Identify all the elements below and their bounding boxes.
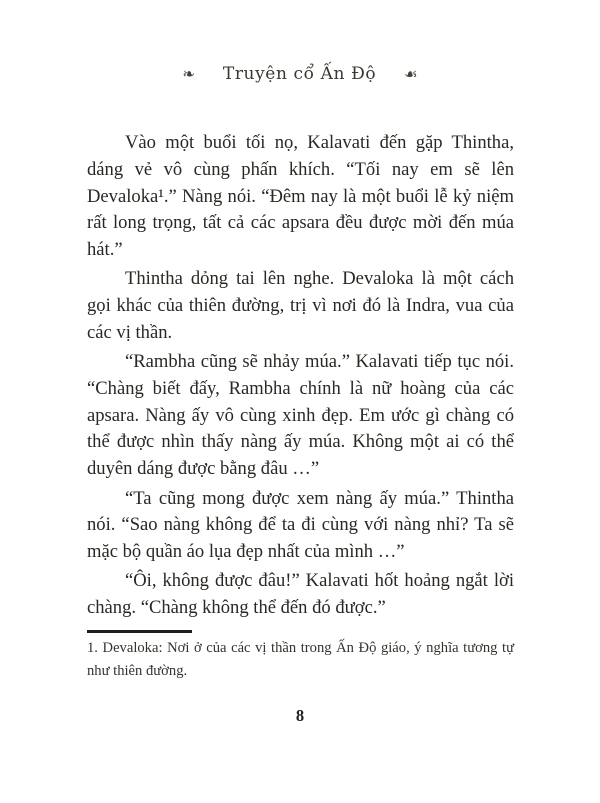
paragraph-5: “Ôi, không được đâu!” Kalavati hốt hoảng ngắt lời chàng. “Chàng không thể đến đó được.” xyxy=(87,570,514,619)
page-title: Truyện cổ Ấn Độ xyxy=(222,64,377,84)
paragraph-3: “Rambha cũng sẽ nhảy múa.” Kalavati tiếp tục nói. “Chàng biết đấy, Rambha chính là nữ hoàng của các apsara. Nàng ấy vô cùng xinh đẹp. Em ước gì chàng có thể được nhìn thấy nàng ấy múa. Không một ai có thể duyên dáng được bằng đâu …” xyxy=(87,351,514,480)
paragraph-1: Vào một buổi tối nọ, Kalavati đến gặp Thintha, dáng vẻ vô cùng phấn khích. “Tối nay em sẽ lên Devaloka¹.” Nàng nói. “Đêm nay là một buổi lễ kỷ niệm rất long trọng, tất cả các apsara đều được mời đến múa hát.” xyxy=(87,132,514,260)
page-number: 8 xyxy=(295,706,305,725)
footnote-text: 1. Devaloka: Nơi ở của các vị thần trong Ấn Độ giáo, ý nghĩa tương tự như thiên đường. xyxy=(87,640,514,679)
story-text-block xyxy=(87,130,514,624)
fleuron-left-icon: ❧ xyxy=(182,64,195,83)
paragraph-4: “Ta cũng mong được xem nàng ấy múa.” Thintha nói. “Sao nàng không để ta đi cùng với nàng nhỉ? Ta sẽ mặc bộ quần áo lụa đẹp nhất của mình …” xyxy=(87,487,514,563)
paragraph-2: Thintha dỏng tai lên nghe. Devaloka là một cách gọi khác của thiên đường, trị vì nơi đó là Indra, vua của các vị thần. xyxy=(87,268,514,343)
running-header xyxy=(0,64,600,84)
footnote-divider xyxy=(87,630,192,633)
fleuron-right-icon: ☙ xyxy=(404,64,418,83)
